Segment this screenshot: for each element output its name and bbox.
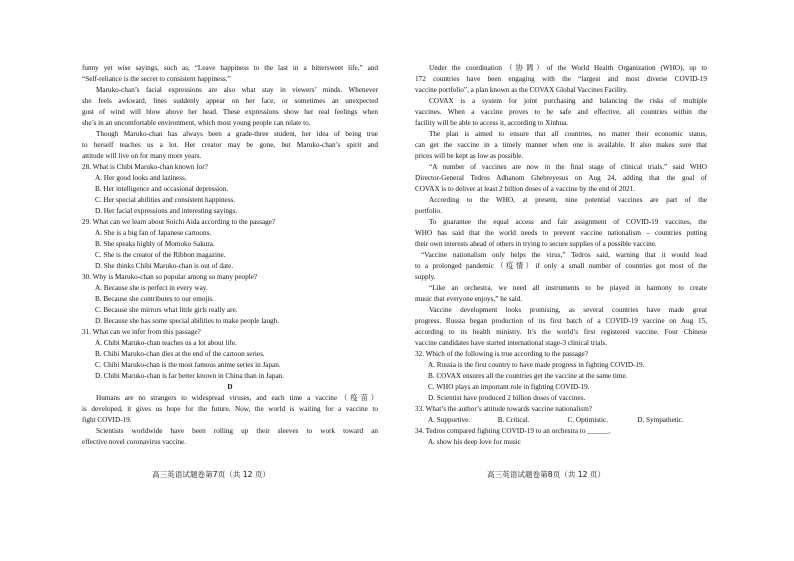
text-line: she’s in an uncomfortable environment, which most young people can relate to. xyxy=(82,119,311,127)
option-28-b: B. Her intelligence and occasional depression. xyxy=(95,185,229,193)
text-line: “Like an orchestra, we need all instruments to be played in harmony to create xyxy=(429,284,707,292)
text-line: Vaccine development looks promising, as several countries have made great xyxy=(429,306,707,314)
text-line: funny yet wise sayings, such as, “Leave happiness to the last in a bittersweet life,” and xyxy=(82,64,378,72)
question-30: 30. Why is Maruko-chan so popular among so many people? xyxy=(82,273,258,281)
option-32-a: A. Russia is the first country to have made progress in fighting COVID-19. xyxy=(428,361,645,369)
text-line: Humans are no strangers to widespread viruses, and each time a vaccine（疫苗） xyxy=(96,394,378,402)
text-line: music that everyone enjoys,” he said. xyxy=(415,295,523,303)
text-line: fight COVID-19. xyxy=(82,416,132,424)
option-29-a: A. She is a big fan of Japanese cartoons. xyxy=(95,229,212,237)
section-heading: D xyxy=(227,383,233,391)
question-32: 32. Which of the following is true according to the passage? xyxy=(415,350,588,358)
option-32-d: D. Scientist have produced 2 billion doses of vaccines. xyxy=(428,394,586,402)
option-33-b: B. Critical. xyxy=(497,416,530,424)
text-line: effective novel coronavirus vaccine. xyxy=(82,438,187,446)
text-line: portfolio. xyxy=(415,207,442,215)
question-31: 31. What can we infer from this passage? xyxy=(82,328,201,336)
option-31-b: B. Chibi Maruko-chan dies at the end of the cartoon series. xyxy=(95,350,265,358)
text-line: attitude will live on for many more years. xyxy=(82,152,202,160)
text-line: supply. xyxy=(415,273,436,281)
question-33-options xyxy=(415,415,707,426)
option-33-c: C. Optimistic. xyxy=(567,416,609,424)
text-line: gust of wind will blow above her head. These expressions show her real feelings when xyxy=(82,108,378,116)
text-line: can get the vaccine in a timely manner when one is available. It also makes sure that xyxy=(415,141,707,149)
text-line: COVAX is to deliver at least 2 billion doses of a vaccine by the end of 2021. xyxy=(415,185,636,193)
option-32-b: B. COVAX ensures all the countries get the vaccine at the same time. xyxy=(428,372,628,380)
option-29-c: C. She is the creator of the Ribbon magazine. xyxy=(95,251,226,259)
text-line: “Vaccine nationalism only helps the virus,” Tedros said, warning that it would lead xyxy=(421,251,707,259)
option-30-c: C. Because she mirrors what little girls really are. xyxy=(95,306,238,314)
text-line: “A number of vaccines are now in the final stage of clinical trials,” said WHO xyxy=(429,163,707,171)
text-line: Scientists worldwide have been rolling up their sleeves to work toward an xyxy=(96,427,378,435)
text-line: Director-General Tedros Adhanom Ghebreyesus on Aug 24, adding that the goal of xyxy=(415,174,707,182)
option-29-d: D. She thinks Chibi Maruko-chan is out of date. xyxy=(95,262,234,270)
option-28-c: C. Her special abilities and consistent happiness. xyxy=(95,196,236,204)
text-line: Though Maruko-chan has always been a grade-three student, her idea of being true xyxy=(96,130,378,138)
text-line: “Self-reliance is the secret to consistent happiness.” xyxy=(82,75,231,83)
text-line: Under the coordination（协调）of the World Health Organization (WHO), up to xyxy=(429,64,707,72)
question-34: 34. Tedros compared fighting COVID-19 to an orchestra to ______. xyxy=(415,427,611,435)
text-line: to a prolonged pandemic（疫情）if only a small number of countries got most of the xyxy=(415,262,707,270)
question-28: 28. What is Chibi Maruko-chan known for? xyxy=(82,163,208,171)
left-page xyxy=(82,63,378,448)
text-line: vaccine candidates have started international stage-3 clinical trials. xyxy=(415,339,607,347)
question-33: 33. What’s the author’s attitude towards vaccine nationalism? xyxy=(415,405,592,413)
option-30-d: D. Because she has some special abilities to make people laugh. xyxy=(95,317,280,325)
option-31-a: A. Chibi Maruko-chan teaches us a lot about life. xyxy=(95,339,237,347)
option-29-b: B. She speaks highly of Momoko Sakura. xyxy=(95,240,215,248)
text-line: according to its health ministry. It’s the world’s first registered vaccine. Four Chinese xyxy=(415,328,707,336)
text-line: To guarantee the equal access and fair assignment of COVID-19 vaccines, the xyxy=(429,218,707,226)
text-line: vaccines. When a vaccine proves to be safe and effective, all countries within the xyxy=(415,108,707,116)
option-30-a: A. Because she is perfect in every way. xyxy=(95,284,208,292)
option-30-b: B. Because she contributes to our emojis. xyxy=(95,295,214,303)
text-line: COVAX is a system for joint purchasing and balancing the risks of multiple xyxy=(429,97,707,105)
option-34-a: A. show his deep love for music xyxy=(428,438,521,446)
option-33-a: A. Supportive. xyxy=(428,416,471,424)
text-line: vaccine portfolio”, a plan known as the COVAX Global Vaccines Facility. xyxy=(415,86,628,94)
text-line: According to the WHO, at present, nine potential vaccines are part of the xyxy=(429,196,707,204)
option-31-d: D. Chibi Maruko-chan is far better known in China than in Japan. xyxy=(95,372,285,380)
question-29: 29. What can we learn about Soichi Aida according to the passage? xyxy=(82,218,276,226)
text-line: their own interests ahead of others in trying to secure supplies of a possible vaccine. xyxy=(415,240,657,248)
option-31-c: C. Chibi Maruko-chan is the most famous anime series in Japan. xyxy=(95,361,281,369)
option-28-d: D. Her facial expressions and interesting sayings. xyxy=(95,207,238,215)
text-line: The plan is aimed to ensure that all countries, no matter their economic status, xyxy=(429,130,707,138)
text-line: she feels awkward, lines suddenly appear on her face, or sometimes an unexpected xyxy=(82,97,378,105)
text-line: to herself teaches us a lot. Her creator may be gone, but Maruko-chan’s spirit and xyxy=(82,141,378,149)
text-line: is developed, it gives us hope for the future. Now, the world is waiting for a vaccine to xyxy=(82,405,378,413)
text-line: WHO has said that the world needs to prevent vaccine nationalism – countries putting xyxy=(415,229,707,237)
right-page xyxy=(415,63,707,448)
text-line: prices will be kept as low as possible. xyxy=(415,152,524,160)
text-line: progress. Russia began production of its first batch of a COVID-19 vaccine on Aug 15, xyxy=(415,317,707,325)
text-line: 172 countries have been engaging with the “largest and most diverse COVID-19 xyxy=(415,75,707,83)
text-line: facility will be able to access it, according to Xinhua. xyxy=(415,119,569,127)
option-28-a: A. Her good looks and laziness. xyxy=(95,174,187,182)
option-32-c: C. WHO plays an important role in fighting COVID-19. xyxy=(428,383,590,391)
option-33-d: D. Sympathetic. xyxy=(637,416,684,424)
page-footer-right: 高三英语试题卷第8页（共 12 页） xyxy=(487,470,606,479)
text-line: Maruko-chan’s facial expressions are also what stay in viewers’ minds. Whenever xyxy=(96,86,378,94)
page-footer-left: 高三英语试题卷第7页（共 12 页） xyxy=(152,470,271,479)
